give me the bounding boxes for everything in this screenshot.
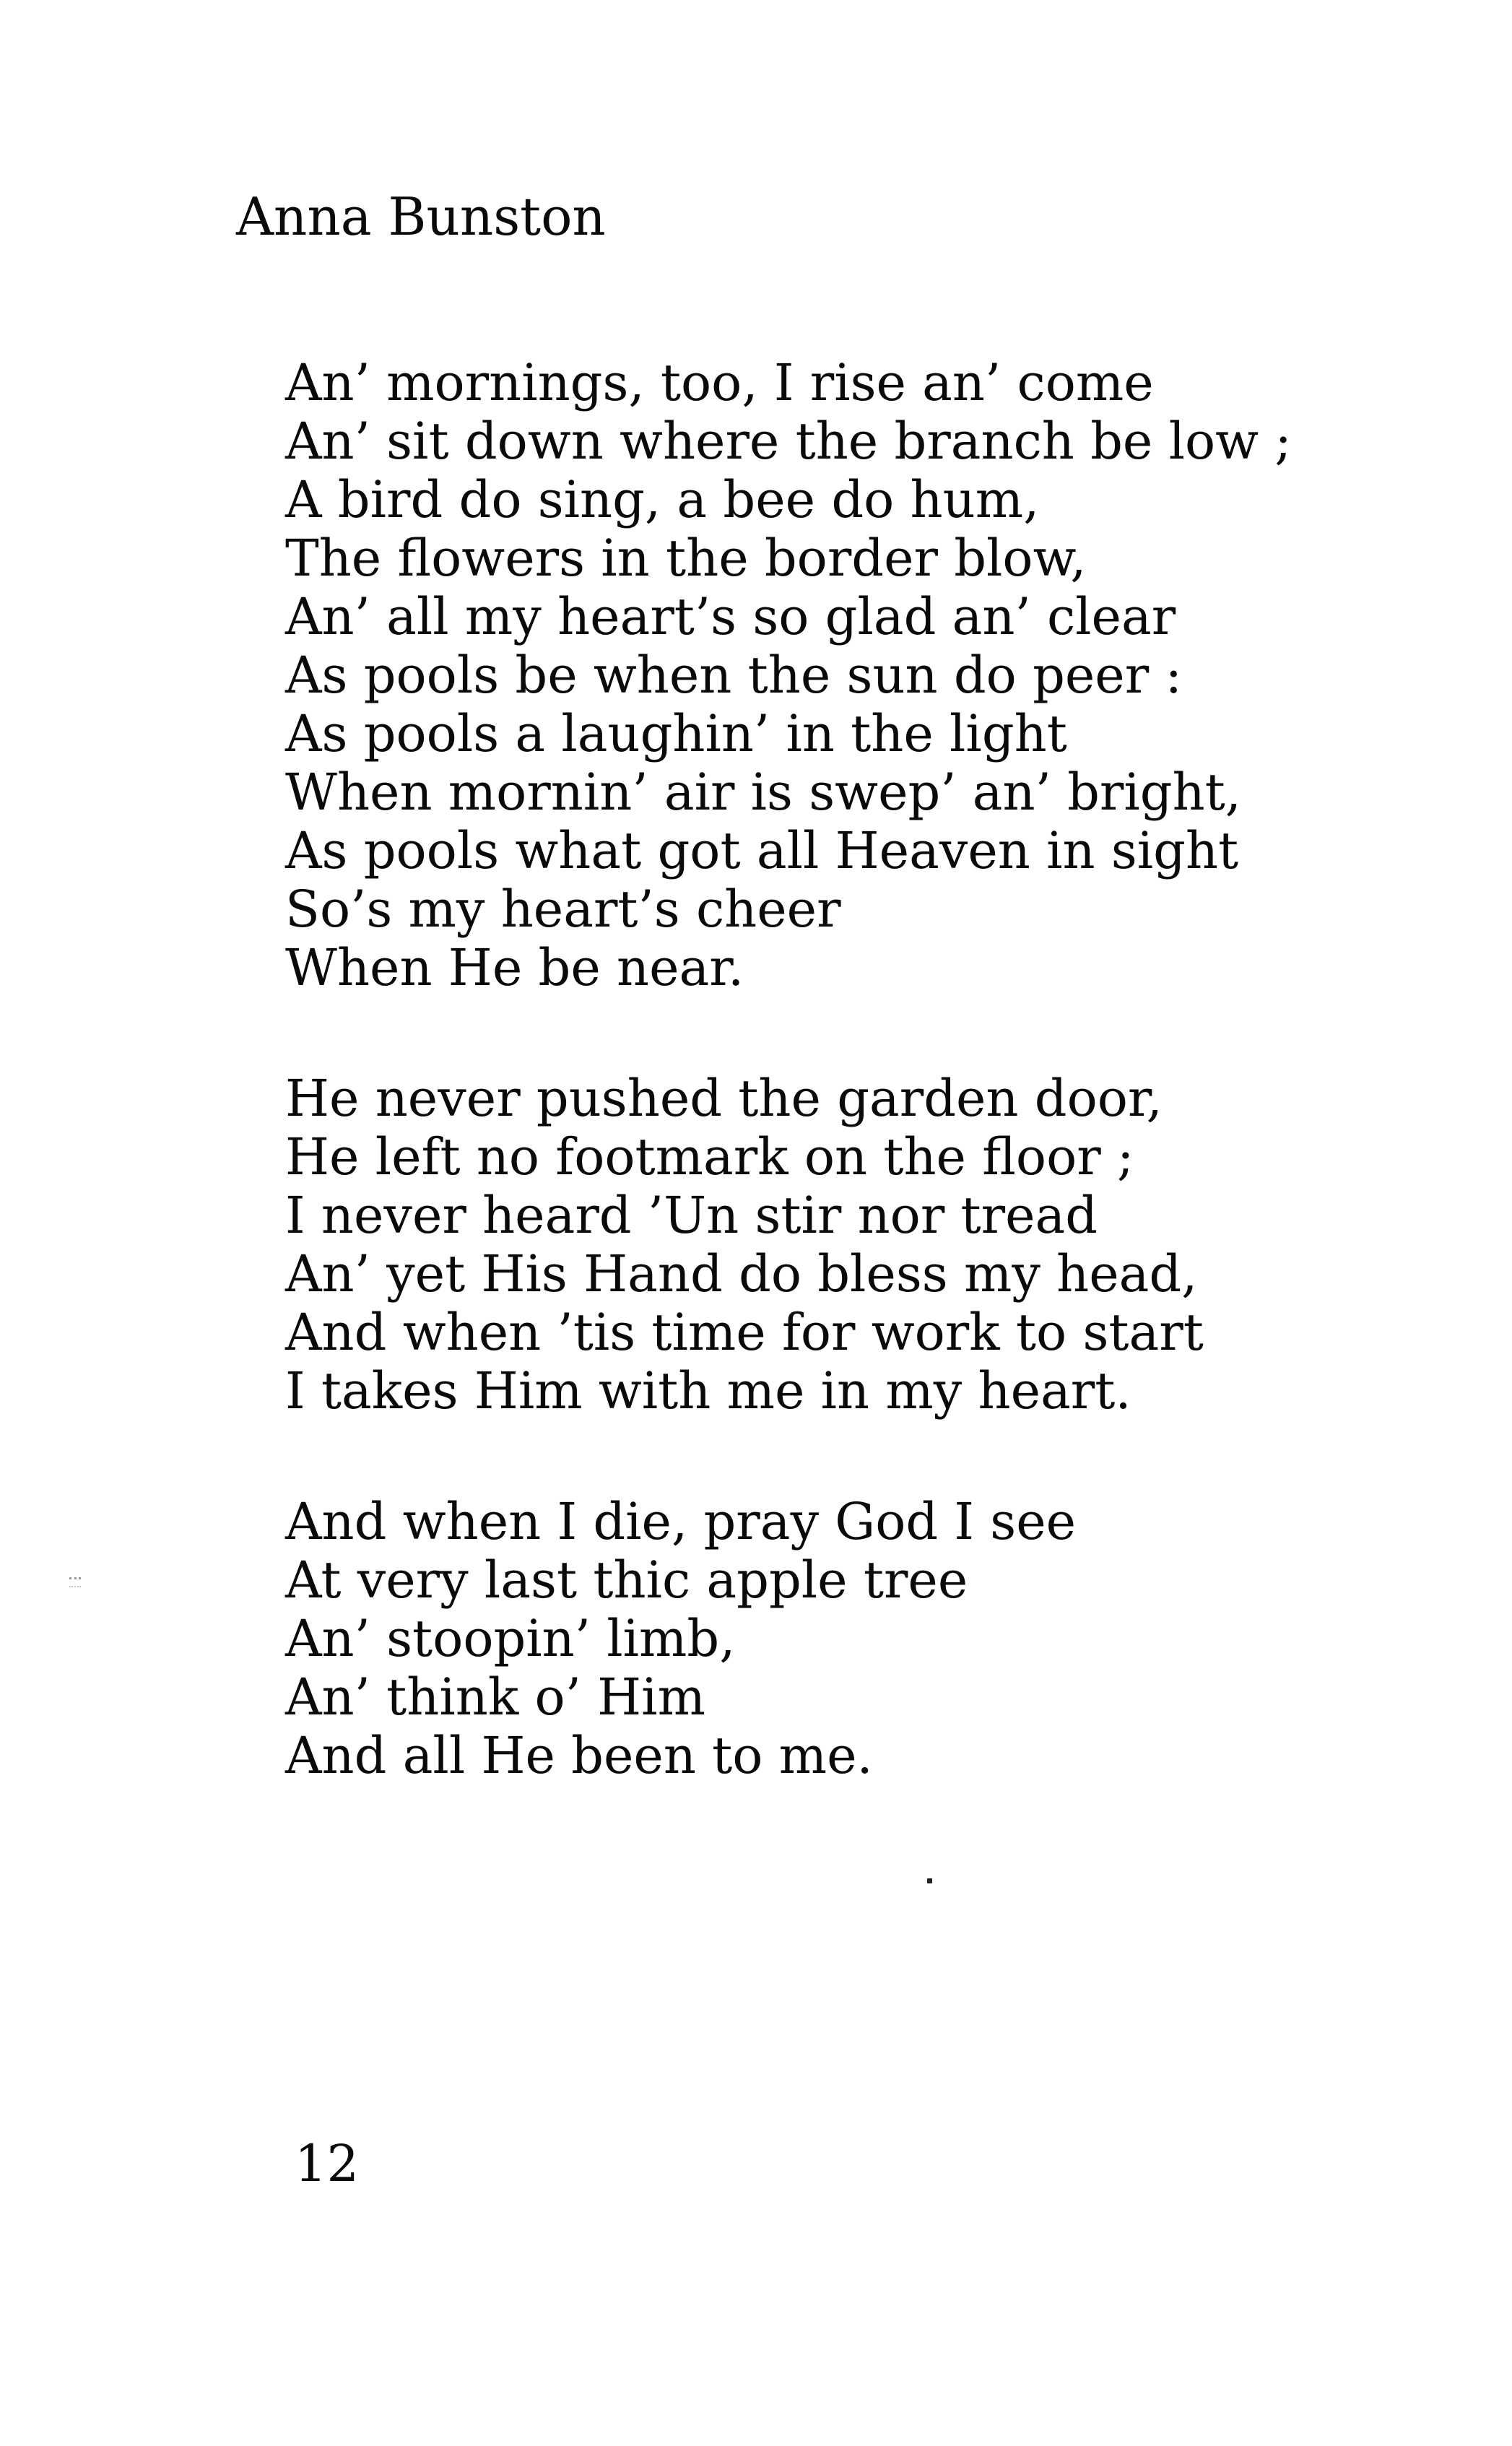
poem-line: And when ’tis time for work to start — [285, 1303, 1204, 1362]
poem-line: I never heard ’Un stir nor tread — [285, 1186, 1098, 1245]
poem-line: As pools what got all Heaven in sight — [285, 821, 1239, 880]
page-number: 12 — [295, 2134, 360, 2193]
scan-artifact-dot — [927, 1878, 932, 1883]
poem-line: An’ sit down where the branch be low ; — [285, 412, 1292, 471]
poem-line: An’ stoopin’ limb, — [285, 1609, 736, 1668]
poem-line: When mornin’ air is swep’ an’ bright, — [285, 763, 1242, 822]
poem — [285, 354, 1292, 1857]
poem-line: A bird do sing, a bee do hum, — [285, 470, 1040, 529]
scan-artifact-mark — [69, 1577, 81, 1587]
stanza-1 — [285, 354, 1292, 997]
poem-line: As pools be when the sun do peer : — [285, 646, 1183, 705]
poem-line: An’ think o’ Him — [285, 1667, 705, 1727]
stanza-3 — [285, 1493, 1292, 1785]
poem-line: As pools a laughin’ in the light — [285, 704, 1067, 763]
poem-line: An’ all my heart’s so glad an’ clear — [285, 587, 1176, 646]
author-heading: Anna Bunston — [236, 186, 606, 247]
poem-line: He left no footmark on the floor ; — [285, 1127, 1134, 1187]
poem-line: I takes Him with me in my heart. — [285, 1361, 1131, 1421]
poem-line: And when I die, pray God I see — [285, 1492, 1077, 1551]
poem-line: An’ yet His Hand do bless my head, — [285, 1244, 1198, 1304]
stanza-2 — [285, 1070, 1292, 1421]
poem-line: When He be near. — [285, 938, 744, 997]
poem-line: And all He been to me. — [285, 1726, 873, 1785]
poem-line: He never pushed the garden door, — [285, 1069, 1163, 1128]
poem-line: At very last thic apple tree — [285, 1551, 968, 1610]
poem-line: An’ mornings, too, I rise an’ come — [285, 353, 1154, 412]
poem-line: So’s my heart’s cheer — [285, 880, 841, 939]
poem-line: The flowers in the border blow, — [285, 529, 1087, 588]
